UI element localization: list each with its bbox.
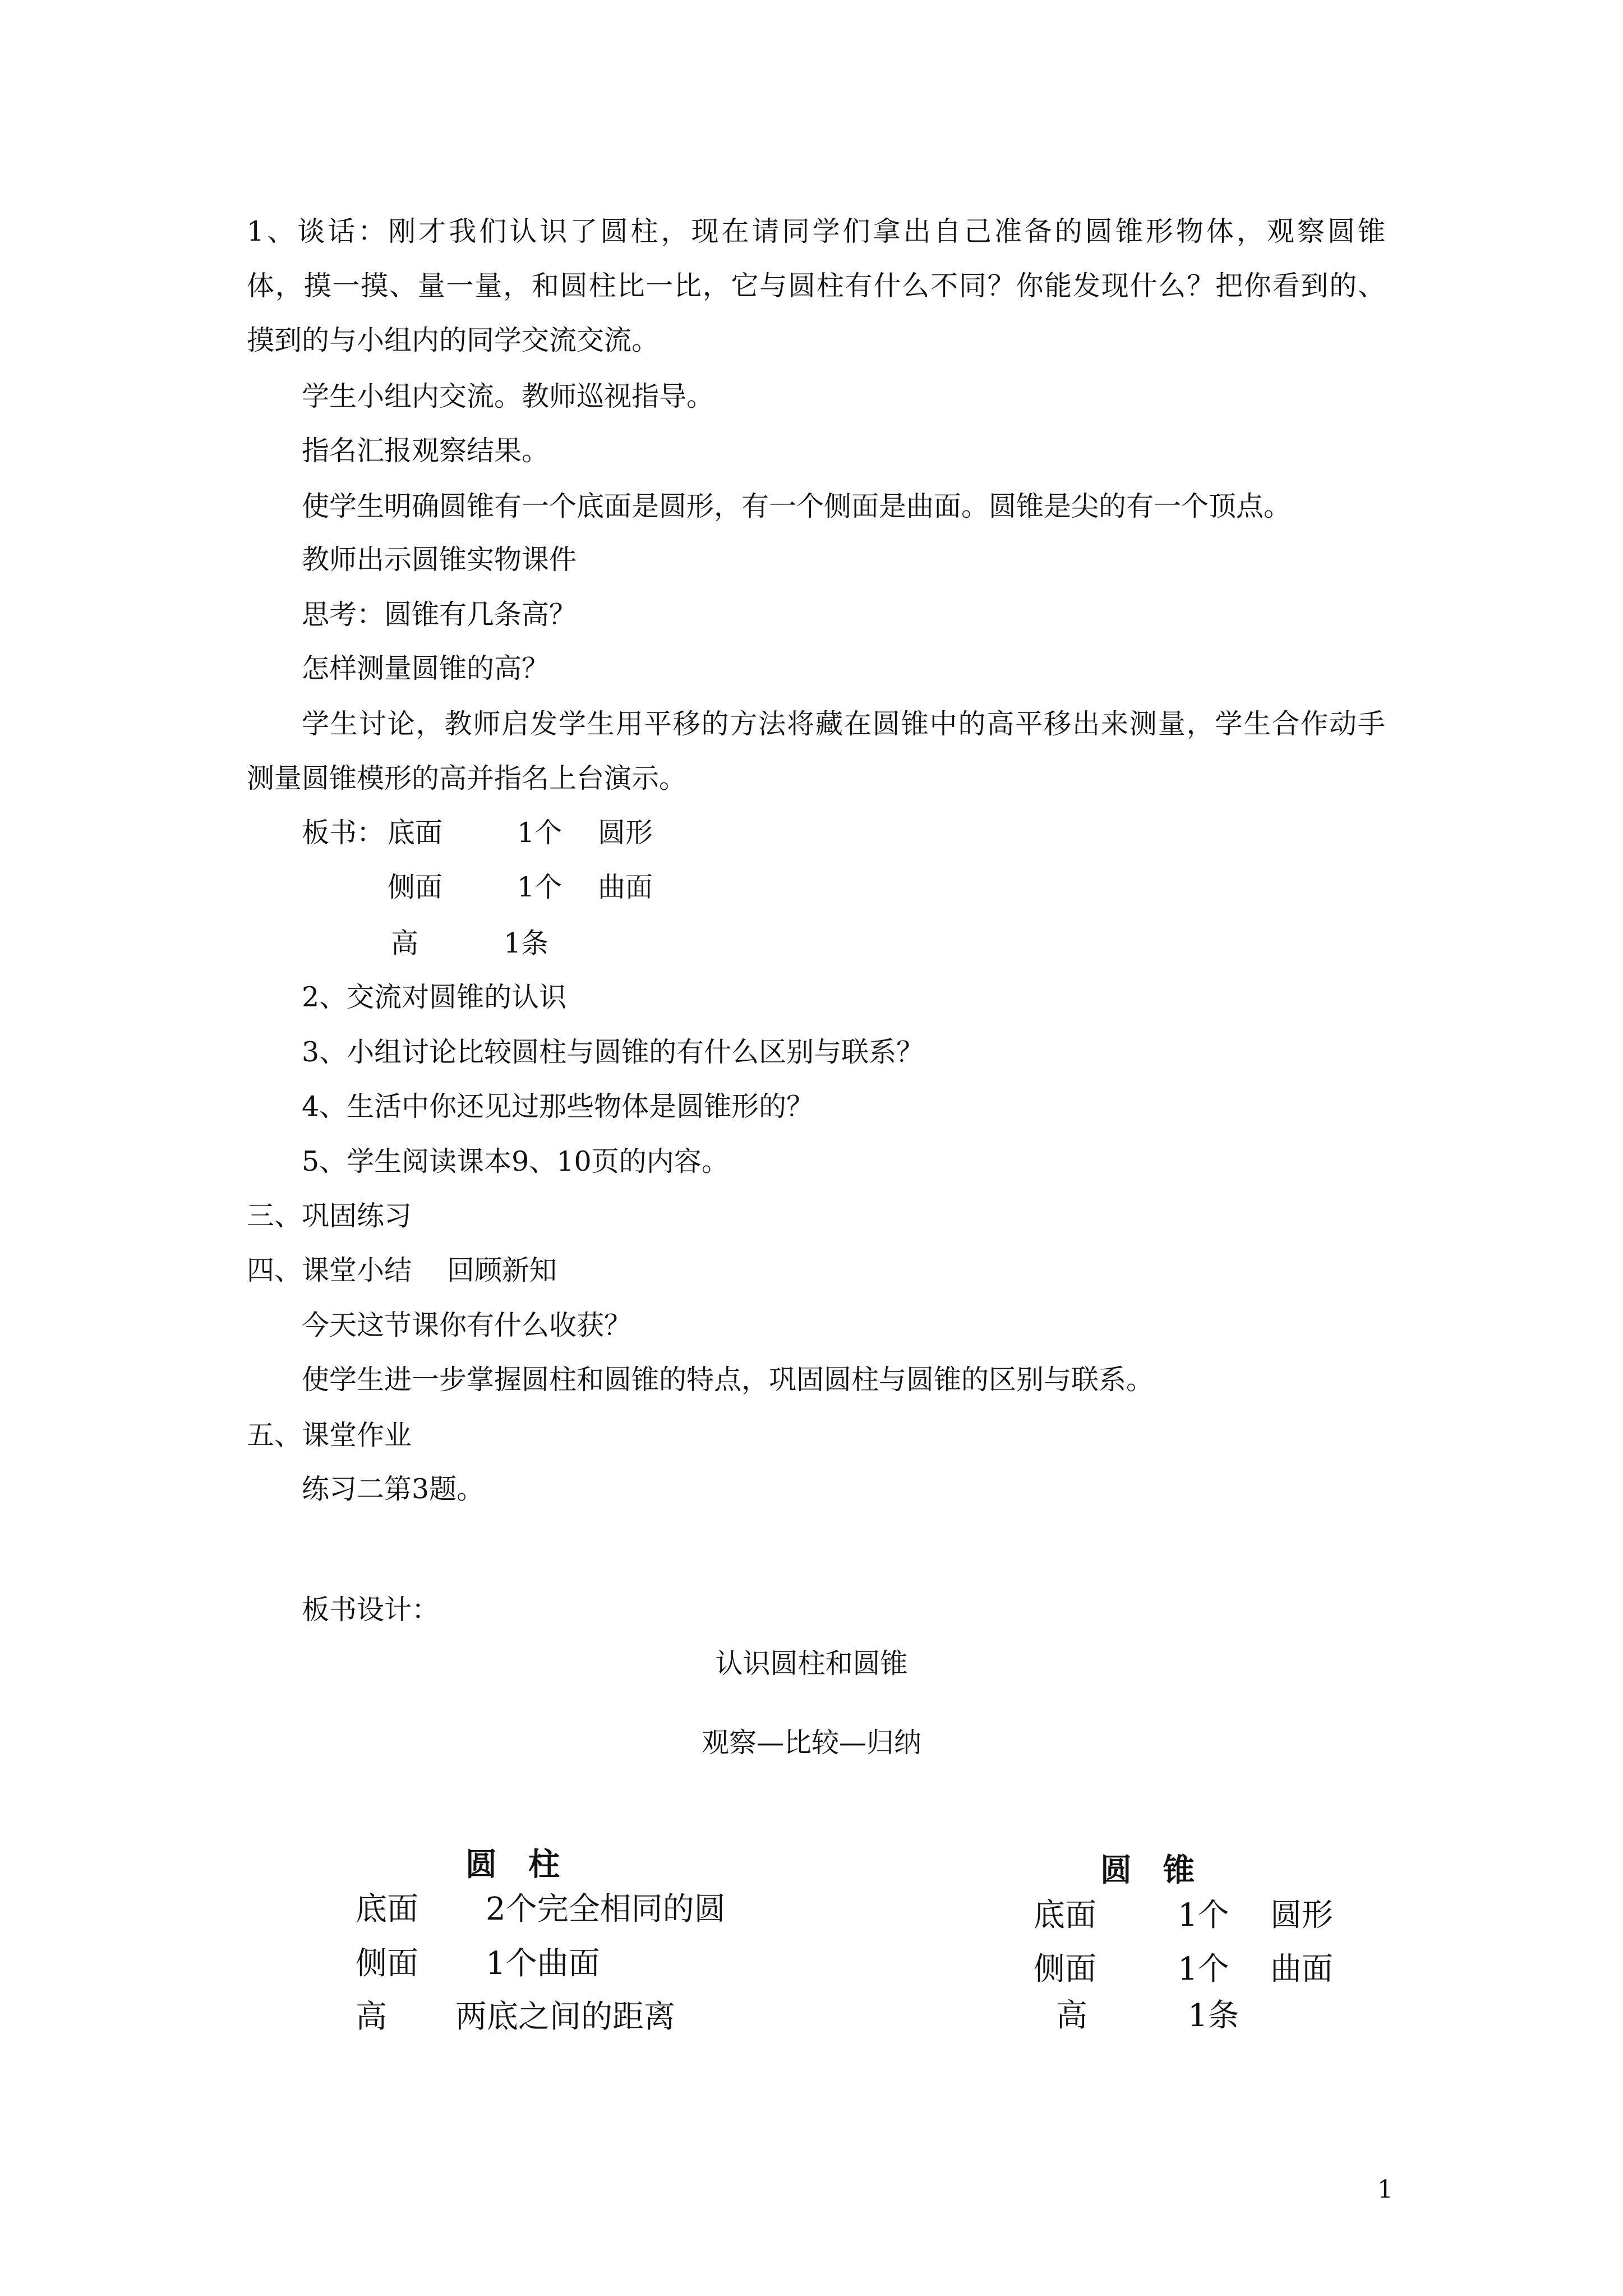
paragraph-3: 指名汇报观察结果。 [302,435,550,467]
inline-board-name: 底面 [388,817,443,849]
cone-row-count: 1条 [1188,1998,1239,2034]
section-3-heading: 三、巩固练习 [247,1200,412,1232]
board-design-label: 板书设计： [302,1594,440,1626]
page-number: 1 [1377,2175,1393,2204]
item-2: 2、交流对圆锥的认识 [302,981,567,1013]
paragraph-6: 思考：圆锥有几条高？ [302,599,577,631]
paragraph-7: 怎样测量圆锥的高？ [302,652,550,684]
section-5-heading: 五、课堂作业 [247,1419,412,1451]
cylinder-row-desc: 1个曲面 [486,1945,600,1982]
inline-board-count: 1个 [517,871,562,903]
section-4-subheading: 回顾新知 [447,1254,557,1286]
paragraph-1-line-2: 体，摸一摸、量一量，和圆柱比一比，它与圆柱有什么不同？你能发现什么？把你看到的、 [247,270,1385,302]
cone-row-count: 1个 [1178,1951,1229,1987]
section-5-text: 练习二第3题。 [302,1473,485,1505]
section-4-goal: 使学生进一步掌握圆柱和圆锥的特点，巩固圆柱与圆锥的区别与联系。 [302,1364,1154,1396]
inline-board-name: 高 [391,927,419,959]
inline-board-count: 1个 [517,817,562,849]
cylinder-heading: 圆 柱 [465,1846,560,1883]
paragraph-8-line-2: 测量圆锥模形的高并指名上台演示。 [247,762,687,794]
section-4-heading: 四、课堂小结 [247,1254,412,1286]
paragraph-1-line-1: 1、谈话：刚才我们认识了圆柱，现在请同学们拿出自己准备的圆锥形物体，观察圆锥 [247,215,1385,247]
cylinder-row-name: 侧面 [356,1945,418,1982]
paragraph-1-line-3: 摸到的与小组内的同学交流交流。 [247,324,660,356]
board-design-title: 认识圆柱和圆锥 [715,1648,908,1680]
inline-board-prefix: 板书： [302,817,385,849]
item-5: 5、学生阅读课本9、10页的内容。 [302,1145,729,1177]
cone-row-count: 1个 [1178,1897,1229,1934]
item-4: 4、生活中你还见过那些物体是圆锥形的？ [302,1091,814,1122]
board-design-subtitle: 观察—比较—归纳 [701,1727,921,1759]
paragraph-8-line-1: 学生讨论，教师启发学生用平移的方法将藏在圆锥中的高平移出来测量，学生合作动手 [302,708,1385,740]
cylinder-row-desc: 两底之间的距离 [455,1999,675,2035]
paragraph-2: 学生小组内交流。教师巡视指导。 [302,380,714,412]
cylinder-row-name: 高 [356,1999,387,2035]
inline-board-desc: 曲面 [598,871,653,903]
cone-row-name: 侧面 [1034,1951,1096,1987]
section-4-question: 今天这节课你有什么收获？ [302,1309,632,1341]
cylinder-row-name: 底面 [356,1891,418,1927]
cone-row-name: 底面 [1034,1897,1096,1934]
cylinder-row-desc: 2个完全相同的圆 [486,1891,726,1927]
cone-heading: 圆 锥 [1100,1852,1195,1889]
paragraph-4: 使学生明确圆锥有一个底面是圆形，有一个侧面是曲面。圆锥是尖的有一个顶点。 [302,490,1292,522]
paragraph-5: 教师出示圆锥实物课件 [302,544,577,576]
inline-board-name: 侧面 [388,871,443,903]
inline-board-count: 1条 [504,927,549,959]
item-3: 3、小组讨论比较圆柱与圆锥的有什么区别与联系？ [302,1036,924,1068]
cone-row-desc: 圆形 [1270,1897,1333,1934]
inline-board-desc: 圆形 [598,817,653,849]
cone-row-name: 高 [1056,1998,1087,2034]
cone-row-desc: 曲面 [1270,1951,1333,1987]
